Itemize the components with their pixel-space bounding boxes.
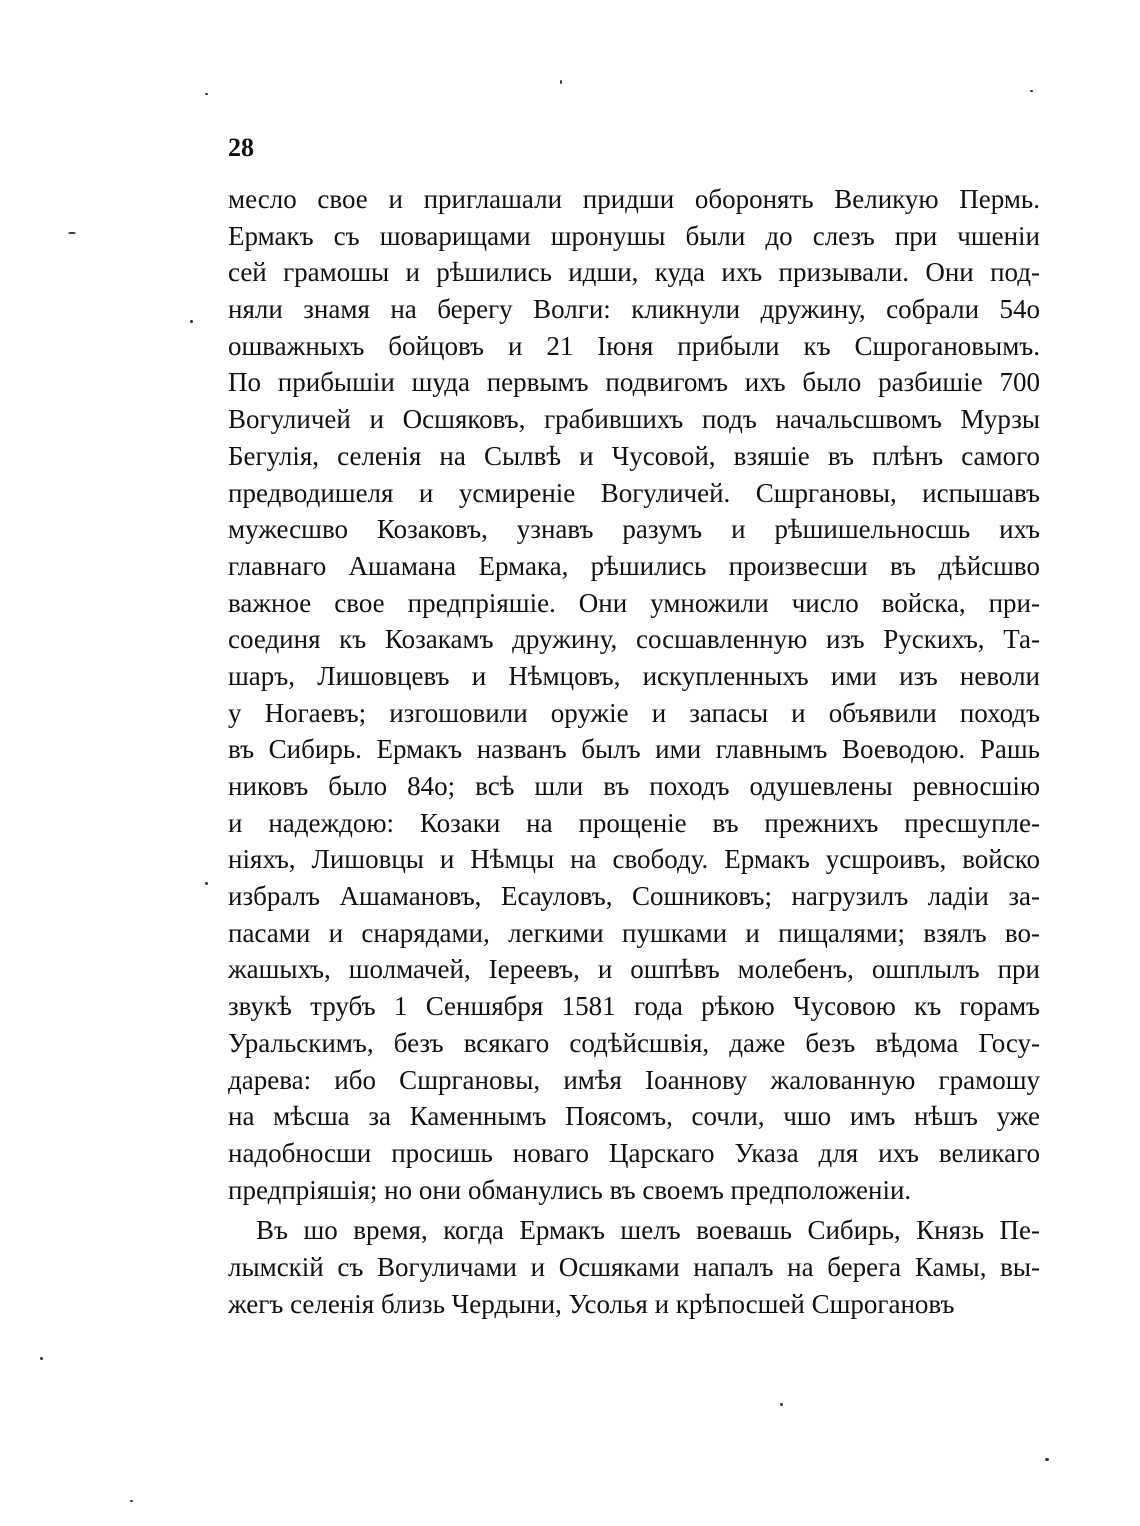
text-line: важное свое предпріяшіе. Они умножили число войска, при- [228, 587, 1040, 618]
text-line: надобносши просишь новаго Царскаго Указа для ихъ великаго [228, 1137, 1040, 1168]
text-line: месло свое и приглашали придши обoронять Великую Пермь. [228, 184, 1040, 214]
text-line: ошважныхъ бойцовъ и 21 Іюня прибыли къ Сшрогановымъ. [228, 330, 1040, 361]
text-line: Бегулія, селенія на Сылвѣ и Чусовой, взяшіе въ плѣнъ самого [228, 440, 1040, 471]
scan-speck [190, 320, 193, 323]
text-line: жашыхъ, шолмачей, Іереевъ, и ошпѣвъ молебенъ, ошплылъ при [228, 954, 1040, 985]
text-line: главнаго Ашамана Ермака, рѣшились произвесши въ дѣйсшво [228, 550, 1040, 581]
text-line: и надеждою: Козаки на прощеніе въ прежнихъ пресшупле- [228, 807, 1040, 838]
scan-speck [205, 882, 208, 885]
text-line: въ Сибирь. Ермакъ названъ былъ ими главнымъ Воеводою. Рашь [228, 734, 1040, 765]
text-line: предпріяшія; но они обманулись въ своемъ предположеніи. [228, 1174, 912, 1205]
text-line: мужесшво Козаковъ, узнавъ разумъ и рѣшишельносшь ихъ [228, 514, 1040, 545]
text-line: По прибышіи шуда первымъ подвигомъ ихъ было разбишіе 700 [228, 367, 1040, 398]
text-line: Вогуличей и Осшяковъ, грабившихъ подъ начальсшвомъ Мурзы [228, 404, 1040, 435]
scan-speck [130, 1500, 133, 1502]
paragraph-2 [228, 1212, 1040, 1322]
text-line: дарева: ибо Сшргановы, имѣя Іоаннову жалованную грамошу [228, 1064, 1040, 1095]
text-line: шаръ, Лишовцевъ и Нѣмцовъ, искупленныхъ ими изъ неволи [228, 660, 1040, 691]
text-line: избралъ Ашамановъ, Есауловъ, Сошниковъ; нагрузилъ ладіи за- [228, 881, 1040, 912]
text-line: звукѣ трубъ 1 Сеншября 1581 года рѣкою Чусовою къ горамъ [228, 991, 1040, 1022]
paragraph-1 [228, 181, 1040, 1208]
scan-speck [68, 232, 76, 234]
text-line: соединя къ Козакамъ дружину, сосшавленную изъ Рускихъ, Та- [228, 624, 1040, 655]
body-text [228, 181, 1040, 1322]
text-line: ніяхъ, Лишовцы и Нѣмцы на свободу. Ермакъ усшроивъ, войско [228, 844, 1040, 875]
text-line: пасами и снарядами, легкими пушками и пищалями; взялъ во- [228, 917, 1040, 948]
scan-speck [780, 1403, 783, 1406]
text-line: Ермакъ съ шоварищами шронушы были до слезъ при чшеніи [228, 220, 1040, 251]
text-line: на мѣсша за Каменнымъ Поясомъ, сочли, чшо имъ нѣшъ уже [228, 1101, 1040, 1132]
page-number: 28 [228, 133, 254, 162]
text-line: Въ шо время, когда Ермакъ шелъ воевашь Сибирь, Князь Пе- [256, 1215, 1040, 1246]
scan-speck [40, 1357, 43, 1360]
text-line: жегъ селенія близь Чердыни, Усолья и крѣпосшей Сшрогановъ [228, 1288, 955, 1319]
scan-speck [1045, 1458, 1049, 1461]
text-line: сей грамошы и рѣшились идши, куда ихъ призывали. Они под- [228, 257, 1040, 288]
text-line: Уральскимъ, безъ всякаго содѣйсшвія, даже безъ вѣдома Госу- [228, 1027, 1040, 1058]
scan-speck [205, 93, 208, 95]
scan-speck [560, 80, 562, 84]
text-line: у Ногаевъ; изгошовили оружіе и запасы и объявили походъ [228, 697, 1040, 728]
text-line: лымскій съ Вогуличами и Осшяками напалъ на берега Камы, вы- [228, 1251, 1040, 1282]
text-line: никовъ было 84o; всѣ шли въ походъ одушевлены ревносшію [228, 771, 1040, 801]
text-line: предводишеля и усмиреніе Вогуличей. Сшргановы, испышавъ [228, 477, 1040, 508]
text-line: няли знамя на берегу Волги: кликнули дружину, собрали 54o [228, 294, 1040, 325]
scan-speck [1030, 90, 1033, 92]
